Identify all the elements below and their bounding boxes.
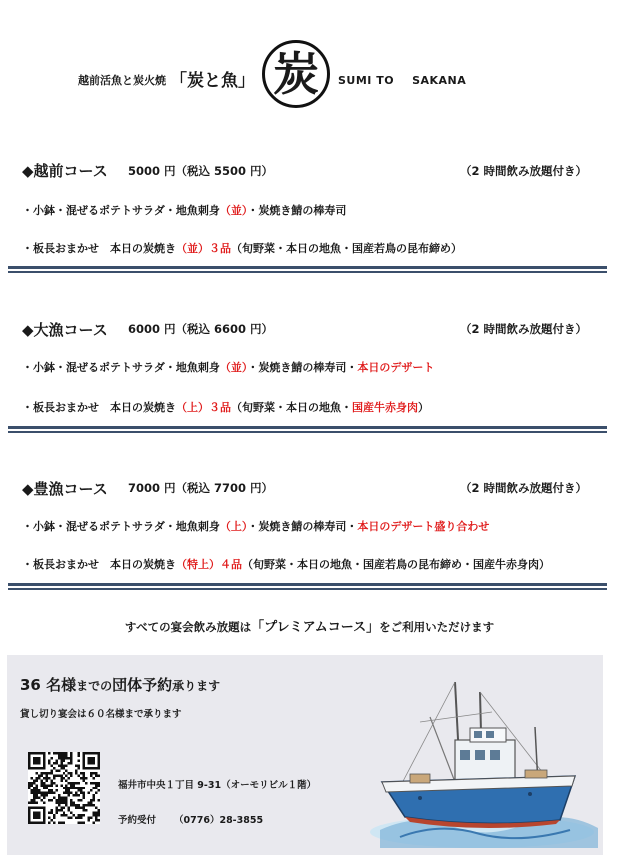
address: 福井市中央１丁目 9-31（オーモリビル１階） — [118, 780, 317, 791]
section-divider — [8, 266, 607, 274]
private-party-note: 貸し切り宴会は６０名様まで承ります — [20, 709, 182, 720]
menu-text: ・板長おまかせ 本日の炭焼き — [22, 401, 176, 414]
course-line-2 — [22, 399, 429, 415]
menu-text: ） — [418, 401, 429, 414]
menu-text: ・小鉢・混ぜるポテトサラダ・地魚刺身 — [22, 204, 220, 217]
highlight-text: 本日のデザート盛り合わせ — [357, 520, 490, 533]
course-line-1 — [22, 359, 434, 375]
course-price: 5000 円（税込 5500 円） — [128, 164, 274, 178]
course-title: ◆越前コース — [22, 162, 108, 180]
course-note: （2 時間飲み放題付き） — [460, 164, 588, 178]
menu-text: ・小鉢・混ぜるポテトサラダ・地魚刺身 — [22, 361, 220, 374]
premium-text-after: をご利用いただけます — [379, 620, 495, 634]
menu-text: ・炭焼き鯖の棒寿司 — [247, 204, 347, 217]
course-line-1 — [22, 202, 346, 218]
course-line-1 — [22, 518, 489, 534]
premium-text-before: すべての宴会飲み放題は — [124, 620, 252, 634]
highlight-text: 国産牛赤身肉 — [352, 401, 418, 414]
highlight-text: 本日のデザート — [357, 361, 435, 374]
course-title: ◆豊漁コース — [22, 480, 108, 498]
logo-character: 炭 — [273, 47, 319, 101]
course-title: ◆大漁コース — [22, 321, 108, 339]
reservation-info — [118, 812, 263, 826]
english-name-part2: SAKANA — [412, 74, 467, 87]
group-label: 団体予約 — [112, 676, 173, 694]
reservation-label: 予約受付 — [118, 815, 157, 826]
group-count: 36 名様 — [20, 676, 77, 694]
section-divider — [8, 583, 607, 591]
restaurant-name: 「炭と魚」 — [170, 71, 255, 91]
course-price: 7000 円（税込 7700 円） — [128, 481, 274, 495]
section-divider — [8, 426, 607, 434]
course-line-2 — [22, 240, 462, 256]
menu-text: ・炭焼き鯖の棒寿司・ — [247, 361, 358, 374]
qr-code-icon[interactable] — [28, 752, 100, 824]
highlight-text: （並） — [219, 361, 248, 374]
highlight-text: （並） — [219, 204, 248, 217]
premium-course-note — [0, 616, 619, 635]
course-line-2 — [22, 556, 550, 572]
restaurant-name-english — [338, 74, 466, 87]
logo — [262, 40, 330, 108]
menu-text: ・板長おまかせ 本日の炭焼き — [22, 558, 176, 571]
group-mid: までの — [76, 679, 113, 693]
fishing-boat-illustration — [360, 672, 605, 852]
header-subtitle: 越前活魚と炭火焼 — [78, 74, 166, 87]
menu-text: ・炭焼き鯖の棒寿司・ — [247, 520, 358, 533]
english-name-part1: SUMI TO — [338, 74, 395, 87]
menu-text: （旬野菜・本日の地魚・ — [231, 401, 352, 414]
course-price: 6000 円（税込 6600 円） — [128, 322, 274, 336]
reservation-phone[interactable]: （0776）28-3855 — [174, 815, 264, 826]
menu-text: ・小鉢・混ぜるポテトサラダ・地魚刺身 — [22, 520, 220, 533]
menu-text: （旬野菜・本日の地魚・国産若鳥の昆布締め・国産牛赤身肉） — [242, 558, 550, 571]
group-end: 承ります — [172, 679, 221, 693]
course-note: （2 時間飲み放題付き） — [460, 481, 588, 495]
group-reservation-heading — [20, 674, 220, 695]
highlight-text: （上） — [219, 520, 248, 533]
highlight-text: （特上）４品 — [176, 558, 242, 571]
highlight-text: （並）３品 — [176, 242, 231, 255]
premium-course-name: 「プレミアムコース」 — [251, 620, 380, 635]
menu-text: （旬野菜・本日の地魚・国産若鳥の昆布締め） — [231, 242, 462, 255]
highlight-text: （上）３品 — [176, 401, 231, 414]
menu-text: ・板長おまかせ 本日の炭焼き — [22, 242, 176, 255]
course-note: （2 時間飲み放題付き） — [460, 322, 588, 336]
